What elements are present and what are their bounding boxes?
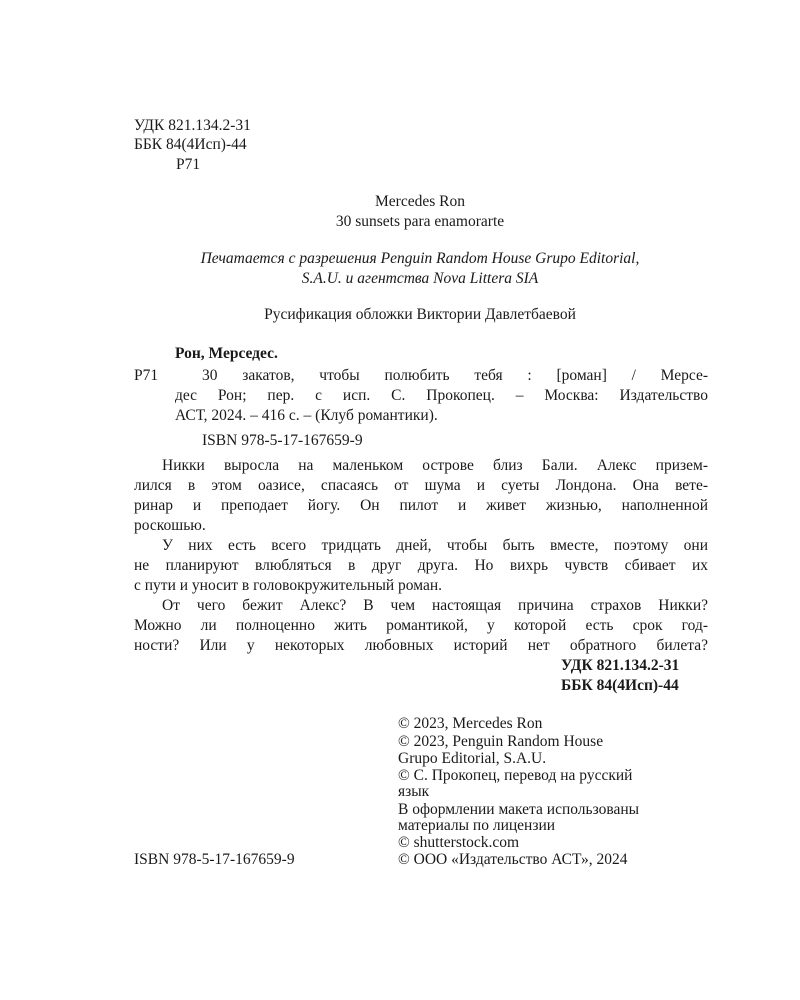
cover-credit: Русификация обложки Виктории Давлетбаевой <box>264 306 576 323</box>
annotation-p2-line-3: с пути и уносит в головокружительный роман. <box>134 577 442 594</box>
layout-note-line-2: материалы по лицензии <box>398 817 556 834</box>
record-line-1: 30 закатов, чтобы полюбить тебя : [роман] / Мерсе- <box>202 367 708 384</box>
isbn-footer: ISBN 978-5-17-167659-9 <box>134 851 295 868</box>
record-isbn: ISBN 978-5-17-167659-9 <box>202 432 363 449</box>
bbk-code-bottom: ББК 84(4Исп)-44 <box>561 677 679 694</box>
annotation-p1-line-4: роскошью. <box>134 517 206 534</box>
record-author-mark: Р71 <box>134 367 159 384</box>
annotation-p1-line-1: Никки выросла на маленьком острове близ Бали. Алекс призем- <box>162 457 708 474</box>
copyright-publisher-line-1: © 2023, Penguin Random House <box>398 733 604 750</box>
udk-code: УДК 821.134.2-31 <box>134 117 251 134</box>
copyright-author: © 2023, Mercedes Ron <box>398 715 543 732</box>
layout-note-line-1: В оформлении макета использованы <box>398 801 640 818</box>
udk-code-bottom: УДК 821.134.2-31 <box>561 657 680 674</box>
record-line-2: дес Рон; пер. с исп. С. Прокопец. – Москва: Издательство <box>175 387 708 404</box>
permission-line-2: S.A.U. и агентства Nova Littera SIA <box>301 270 539 287</box>
copyright-publisher-line-2: Grupo Editorial, S.A.U. <box>398 750 547 767</box>
author-mark: Р71 <box>176 156 201 173</box>
layout-note-line-3: © shutterstock.com <box>398 834 520 851</box>
bbk-code: ББК 84(4Исп)-44 <box>134 136 247 153</box>
record-heading: Рон, Мерседес. <box>175 345 278 362</box>
copyright-translator-line-2: язык <box>398 783 430 800</box>
record-line-3: АСТ, 2024. – 416 с. – (Клуб романтики). <box>175 407 438 424</box>
annotation-p2-line-2: не планируют влюбляться в друг друга. Но вихрь чувств сбивает их <box>134 557 708 574</box>
annotation-p2-line-1: У них есть всего тридцать дней, чтобы быть вместе, поэтому они <box>162 537 708 554</box>
annotation-p1-line-3: ринар и преподает йогу. Он пилот и живет жизнью, наполненной <box>134 497 708 514</box>
annotation-p3-line-2: Можно ли полноценно жить романтикой, у которой есть срок год- <box>134 617 708 634</box>
permission-line-1: Печатается с разрешения Penguin Random House Grupo Editorial, <box>200 250 640 267</box>
annotation-p3-line-3: ности? Или у некоторых любовных историй нет обратного билета? <box>134 637 708 654</box>
copyright-ast: © ООО «Издательство АСТ», 2024 <box>398 851 628 868</box>
copyright-translator-line-1: © С. Прокопец, перевод на русский <box>398 767 633 784</box>
annotation-p1-line-2: лился в этом оазисе, спасаясь от шума и суеты Лондона. Она вете- <box>134 477 708 494</box>
original-author: Mercedes Ron <box>375 193 465 210</box>
original-title: 30 sunsets para enamorarte <box>335 213 505 230</box>
annotation-p3-line-1: От чего бежит Алекс? В чем настоящая причина страхов Никки? <box>162 597 708 614</box>
